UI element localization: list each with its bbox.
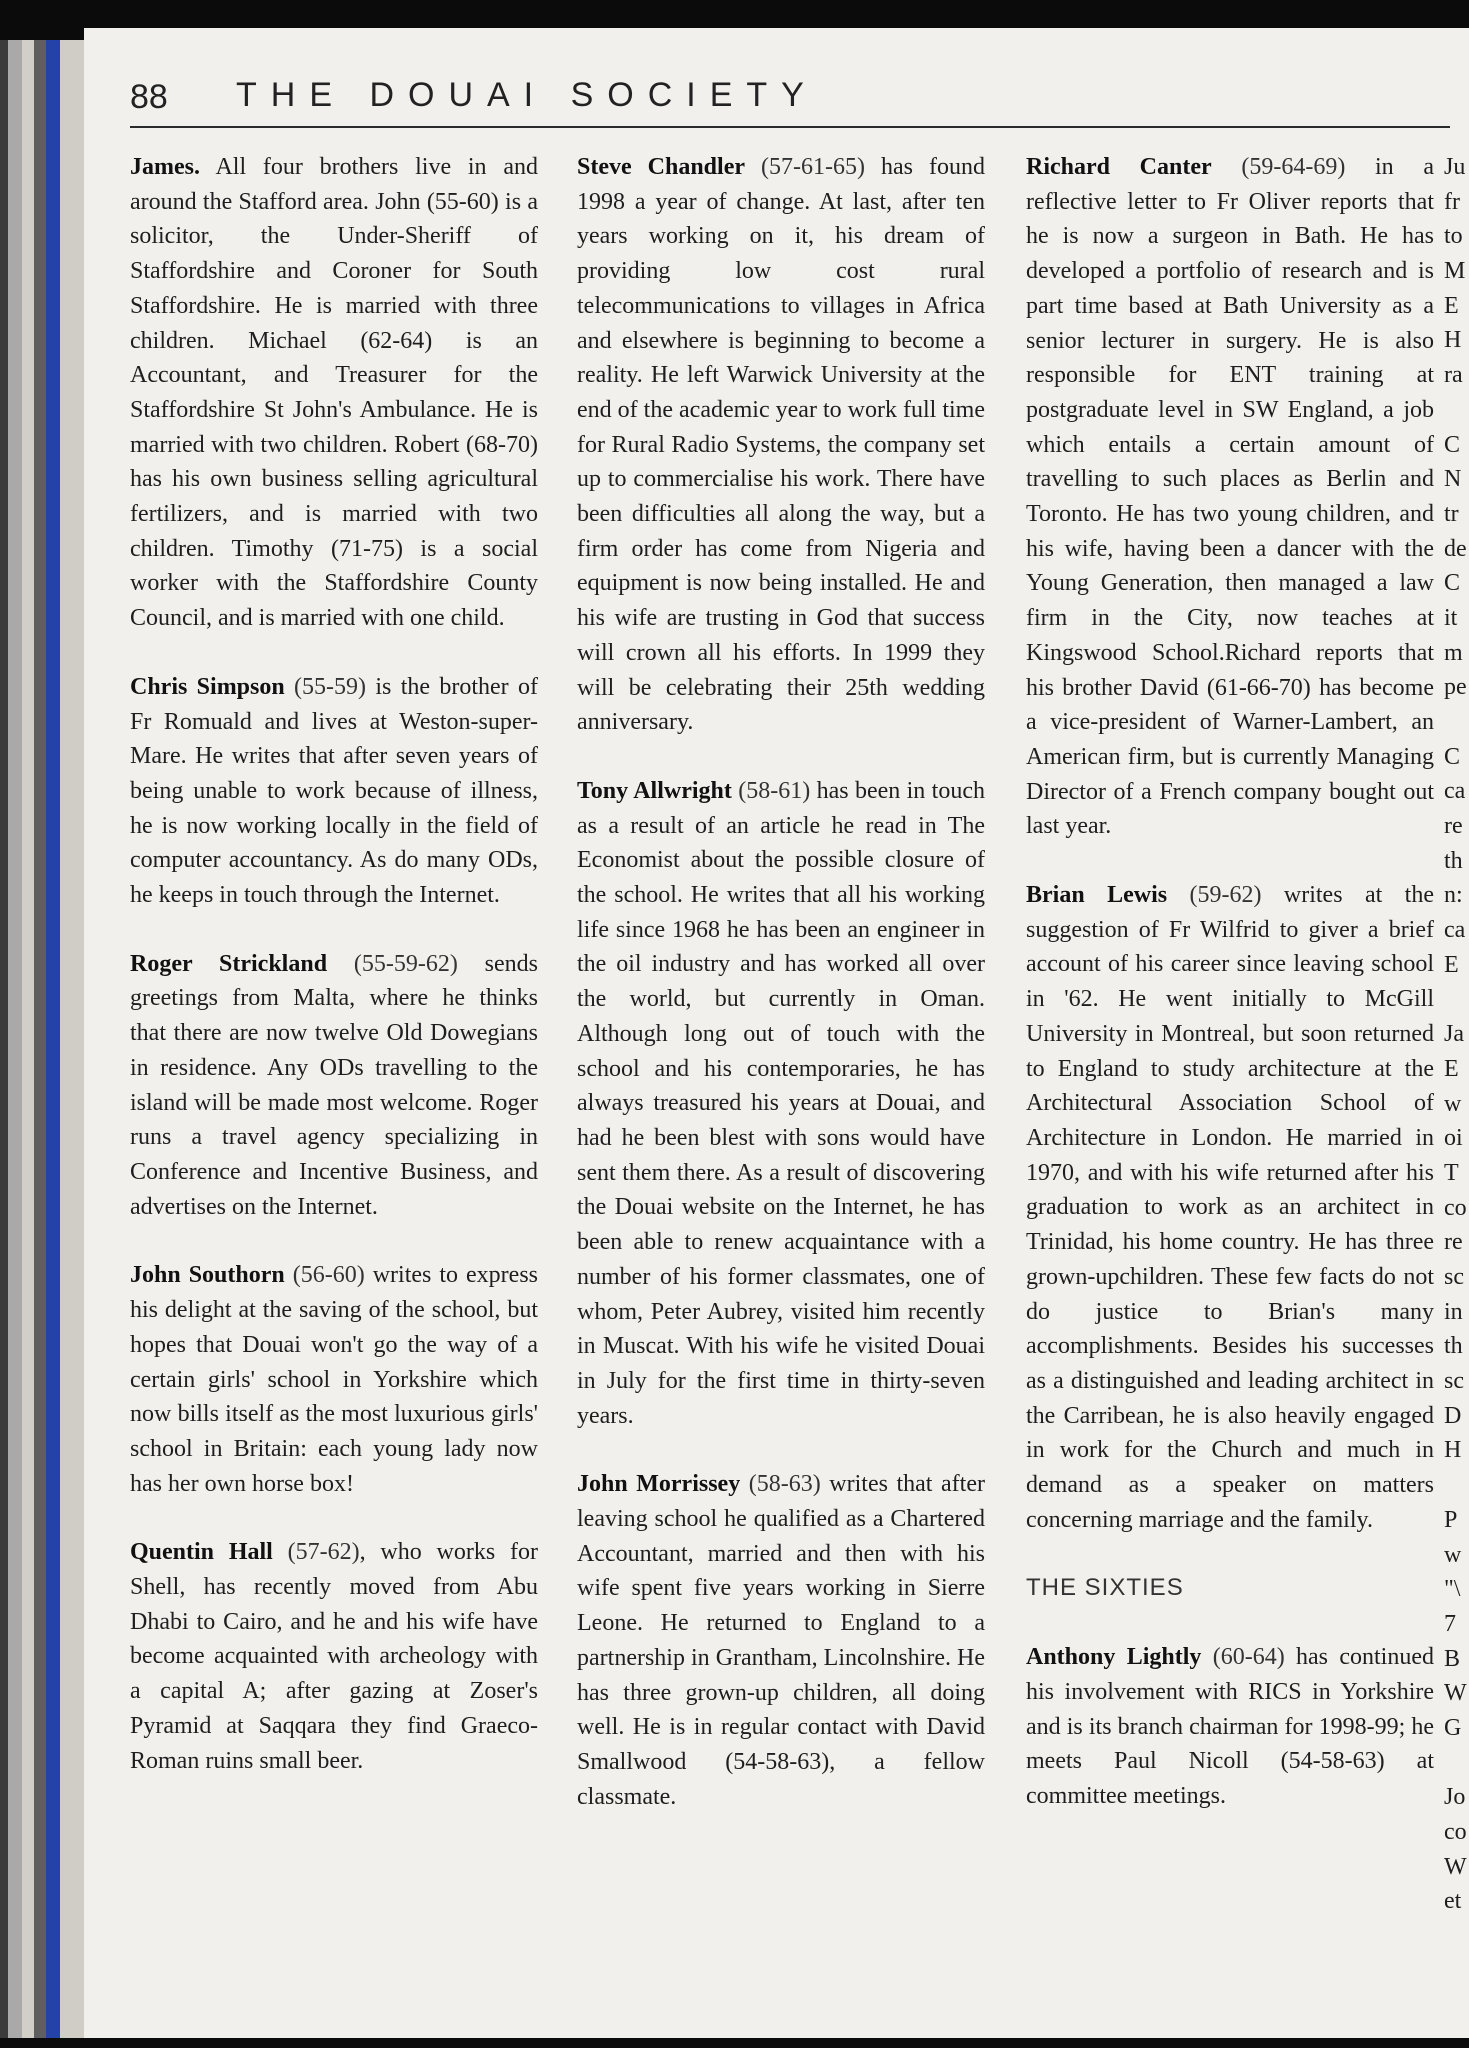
- entry-name: John Morrissey: [577, 1471, 741, 1498]
- page: [84, 28, 1469, 2038]
- next-page-fragment: re: [1444, 1229, 1463, 1256]
- entry-dates: (59-62): [1167, 882, 1262, 909]
- entry-text: has been in touch as a result of an article he read in The Economist about the possible closure of the school. He writes that all his working life since 1968 he has been an engineer in the oil industry and has worked all over the world, but currently in Oman. Although long out of touch with the school and his contemporaries, he has always treasured his years at Douai, and had he been blest with sons would have sent them there. As a result of discovering the Douai website on the Internet, he has been able to renew acquaintance with a number of his former classmates, one of whom, Peter Aubrey, visited him recently in Muscat. With his wife he visited Douai in July for the first time in thirty-seven years.: [577, 777, 985, 1429]
- next-page-fragment: tr: [1444, 500, 1459, 527]
- running-header: [130, 78, 1450, 128]
- next-page-fragment: [1444, 393, 1469, 428]
- entry-name: Tony Allwright: [577, 777, 732, 804]
- next-page-fragment: E: [1444, 1055, 1459, 1082]
- next-page-fragment: w: [1444, 1090, 1462, 1117]
- next-page-fragment: th: [1444, 847, 1463, 874]
- entry-dates: (55-59-62): [327, 950, 458, 977]
- running-title: THE DOUAI SOCIETY: [236, 76, 818, 114]
- next-page-fragment: re: [1444, 813, 1463, 840]
- next-page-fragment: E: [1444, 292, 1459, 319]
- column-2: [577, 150, 985, 1848]
- next-page-fragment: th: [1444, 1333, 1463, 1360]
- entry: [577, 150, 985, 740]
- entry: [1026, 1640, 1434, 1814]
- entry: [1026, 878, 1434, 1537]
- next-page-fragment: C: [1444, 743, 1461, 770]
- entry-dates: (59-64-69): [1211, 154, 1346, 180]
- book-edge: [22, 40, 34, 2038]
- column-3: [1026, 150, 1434, 1848]
- next-page-fragment: 7: [1444, 1610, 1456, 1637]
- next-page-fragment: C: [1444, 570, 1461, 597]
- entry: [1026, 150, 1434, 844]
- entry-text: is the brother of Fr Romuald and lives at Weston-super-Mare. He writes that after seven years of being unable to work because of illness, he is now working locally in the field of computer accountancy. As do many ODs, he keeps in touch through the Internet.: [130, 673, 538, 909]
- book-edge: [34, 40, 46, 2038]
- next-page-fragment: in: [1444, 1298, 1463, 1325]
- next-page-fragment: n:: [1444, 882, 1463, 909]
- entry-name: Steve Chandler: [577, 154, 746, 180]
- entry-name: Chris Simpson: [130, 673, 285, 700]
- next-page-cut-text: [1444, 150, 1469, 1919]
- entry-text: writes to express his delight at the saving of the school, but hopes that Douai won't go the way of a certain girls' school in Yorkshire which now bills itself as the most luxurious girls' school in Britain: each young lady now has her own horse box!: [130, 1262, 539, 1497]
- next-page-fragment: P: [1444, 1506, 1458, 1533]
- entry-text: , who works for Shell, has recently moved from Abu Dhabi to Cairo, and he and his wife have become acquainted with archeology with a capital A; after gazing at Zoser's Pyramid at Saqqara they find Graeco-Roman ruins small beer.: [130, 1539, 538, 1774]
- entry-dates: (58-61): [731, 777, 811, 804]
- next-page-fragment: to: [1444, 223, 1463, 250]
- next-page-fragment: E: [1444, 951, 1459, 978]
- entry: [130, 1535, 538, 1778]
- entry-dates: (60-64): [1201, 1644, 1285, 1671]
- entry: [130, 947, 538, 1225]
- next-page-fragment: de: [1444, 535, 1467, 562]
- column-1: [130, 150, 538, 1812]
- next-page-fragment: [1444, 1468, 1469, 1503]
- entry-text: in a reflective letter to Fr Oliver reports that he is now a surgeon in Bath. He has developed a portfolio of research and is part time based at Bath University as a senior lecturer in surgery. He is also responsible for ENT training at postgraduate level in SW England, a job which entails a certain amount of travelling to such places as Berlin and Toronto. He has two young children, and his wife, having been a dancer with the Young Generation, then managed a law firm in the City, now teaches at Kingswood School.Richard reports that his brother David (61-66-70) has become a vice-president of Warner-Lambert, an American firm, but is currently Managing Director of a French company bought out last year.: [1026, 154, 1434, 840]
- next-page-fragment: it: [1444, 604, 1458, 631]
- entry-text: has continued his involvement with RICS in Yorkshire and is its branch chairman for 1998-99; he meets Paul Nicoll (54-58-63) at committee meetings.: [1026, 1644, 1434, 1809]
- next-page-fragment: W: [1444, 1853, 1467, 1880]
- next-page-fragment: ca: [1444, 778, 1466, 805]
- next-page-fragment: fr: [1444, 188, 1460, 215]
- next-page-fragment: [1444, 983, 1469, 1018]
- next-page-fragment: et: [1444, 1888, 1462, 1915]
- next-page-fragment: [1444, 1746, 1469, 1781]
- entry-dates: (57-61-65): [745, 154, 865, 180]
- entry-dates: (55-59): [284, 673, 367, 700]
- next-page-fragment: sc: [1444, 1368, 1464, 1395]
- next-page-fragment: Ja: [1444, 1021, 1464, 1048]
- book-edge: [0, 40, 8, 2038]
- next-page-fragment: m: [1444, 639, 1463, 666]
- next-page-fragment: oi: [1444, 1125, 1463, 1152]
- next-page-fragment: B: [1444, 1645, 1461, 1672]
- next-page-fragment: W: [1444, 1680, 1467, 1707]
- entry-text: sends greetings from Malta, where he thinks that there are now twelve Old Dowegians in residence. Any ODs travelling to the island will be made most welcome. Roger runs a travel agency specializing in Conference and Incentive Business, and advertises on the Internet.: [130, 950, 538, 1220]
- section-heading: THE SIXTIES: [1026, 1574, 1184, 1602]
- next-page-fragment: pe: [1444, 674, 1467, 701]
- next-page-fragment: co: [1444, 1819, 1467, 1845]
- entry-dates: (57-62): [272, 1539, 360, 1566]
- entry-name: Roger Strickland: [130, 950, 328, 977]
- entry-text: writes at the suggestion of Fr Wilfrid to giver a brief account of his career since leaving school in '62. He went initially to McGill University in Montreal, but soon returned to England to study architecture at the Architectural Association School of Architecture in London. He married in 1970, and with his wife returned after his graduation to work as an architect in Trinidad, his home country. He has three grown-upchildren. These few facts do not do justice to Brian's many accomplishments. Besides his successes as a distinguished and leading architect in the Carribean, he is also heavily engaged in work for the Church and much in demand as a speaker on matters concerning marriage and the family.: [1026, 882, 1434, 1533]
- page-number: 88: [130, 78, 168, 116]
- next-page-fragment: Jo: [1444, 1784, 1466, 1811]
- entry-name: John Southorn: [130, 1262, 285, 1289]
- next-page-fragment: Ju: [1444, 154, 1466, 180]
- entry-name: James.: [130, 154, 200, 180]
- next-page-fragment: ca: [1444, 917, 1466, 944]
- entry-name: Brian Lewis: [1026, 882, 1168, 909]
- next-page-fragment: M: [1444, 258, 1466, 285]
- entry: [577, 1467, 985, 1814]
- entry: [130, 150, 538, 636]
- entry-name: Richard Canter: [1026, 154, 1212, 180]
- next-page-fragment: co: [1444, 1194, 1467, 1221]
- next-page-fragment: N: [1444, 466, 1462, 493]
- next-page-fragment: w: [1444, 1541, 1462, 1568]
- next-page-fragment: D: [1444, 1402, 1462, 1429]
- entry-name: Quentin Hall: [130, 1539, 273, 1566]
- next-page-fragment: ra: [1444, 362, 1463, 389]
- next-page-fragment: sc: [1444, 1264, 1464, 1290]
- next-page-fragment: T: [1444, 1159, 1459, 1186]
- book-edge-blue: [46, 40, 60, 2038]
- next-page-fragment: H: [1444, 327, 1462, 354]
- book-edge: [8, 40, 22, 2038]
- entry-text: All four brothers live in and around the Stafford area. John (55-60) is a solicitor, the Under-Sheriff of Staffordshire and Coroner for South Staffordshire. He is married with three children. Michael (62-64) is an Accountant, and Treasurer for the Staffordshire St John's Ambulance. He is married with two children. Robert (68-70) has his own business selling agricultural fertilizers, and is married with two children. Timothy (71-75) is a social worker with the Staffordshire County Council, and is married with one child.: [130, 154, 538, 632]
- entry: [577, 774, 985, 1433]
- entry-text: has found 1998 a year of change. At last, after ten years working on it, his dream of providing low cost rural telecommunications to villages in Africa and elsewhere is beginning to become a reality. He left Warwick University at the end of the academic year to work full time for Rural Radio Systems, the company set up to commercialise his work. There have been difficulties all along the way, but a firm order has come from Nigeria and equipment is now being installed. He and his wife are trusting in God that success will crown all his efforts. In 1999 they will be celebrating their 25th wedding anniversary.: [577, 154, 986, 736]
- entry: [130, 670, 538, 913]
- next-page-fragment: C: [1444, 431, 1461, 458]
- entry-name: Anthony Lightly: [1026, 1644, 1202, 1671]
- next-page-fragment: [1444, 705, 1469, 740]
- next-page-fragment: H: [1444, 1437, 1462, 1464]
- next-page-fragment: G: [1444, 1714, 1462, 1741]
- entry: [130, 1258, 538, 1501]
- next-page-fragment: "\: [1444, 1576, 1461, 1603]
- entry-dates: (56-60): [284, 1262, 365, 1289]
- entry-text: writes that after leaving school he qualified as a Chartered Accountant, married and then with his wife spent five years working in Sierre Leone. He returned to England to a partnership in Grantham, Lincolnshire. He has three grown-up children, all doing well. He is in regular contact with David Smallwood (54-58-63), a fellow classmate.: [577, 1471, 985, 1810]
- book-edge: [60, 40, 84, 2038]
- entry-dates: (58-63): [740, 1471, 821, 1498]
